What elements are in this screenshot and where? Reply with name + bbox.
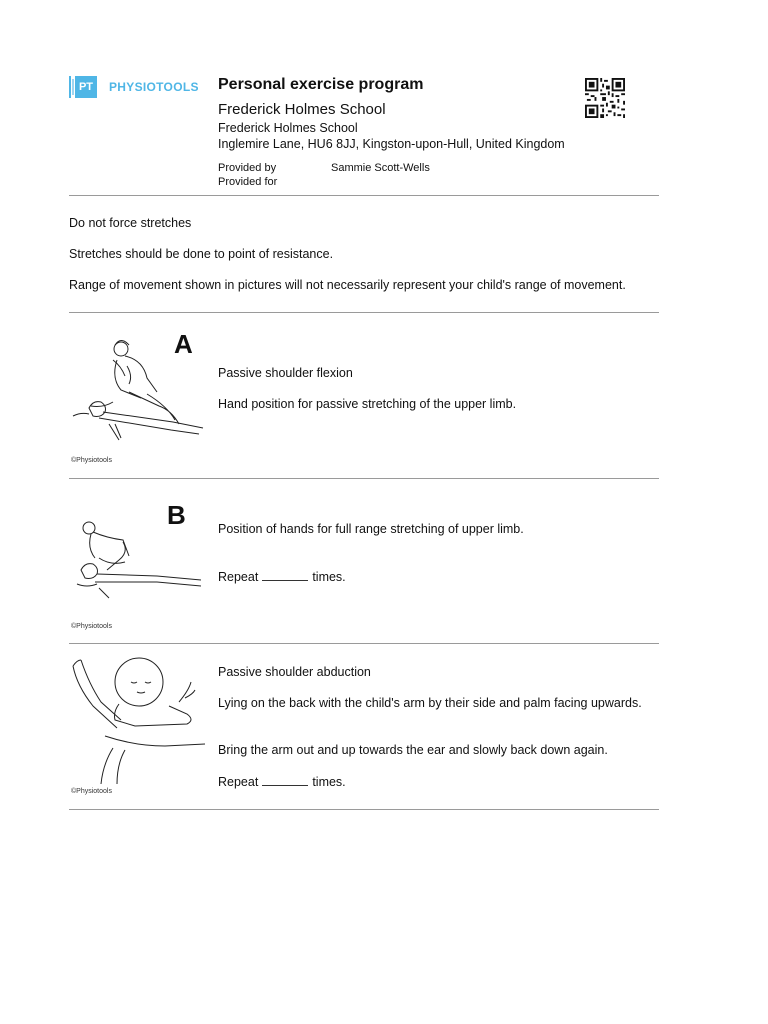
exercise-a-description: Hand position for passive stretching of the upper limb.: [218, 397, 517, 411]
exercise-c-illustration: [69, 652, 209, 788]
repeat-label: Repeat: [218, 570, 259, 584]
exercise-a-name: Passive shoulder flexion: [218, 366, 353, 380]
note-1: Do not force stretches: [69, 216, 192, 230]
provided-for-label: Provided for: [218, 176, 278, 188]
exercise-c-divider: [69, 809, 659, 810]
exercise-c-description-1: Lying on the back with the child's arm by their side and palm facing upwards.: [218, 696, 642, 710]
header-divider: [69, 195, 659, 196]
provided-by-value: Sammie Scott-Wells: [331, 162, 430, 174]
address-line-2: Inglemire Lane, HU6 8JJ, Kingston-upon-Hull, United Kingdom: [218, 137, 565, 151]
exercise-b-divider: [69, 643, 659, 644]
page-title: Personal exercise program: [218, 76, 424, 93]
repeat-label: Repeat: [218, 775, 259, 789]
exercise-c-repeat: [218, 774, 648, 790]
note-3: Range of movement shown in pictures will not necessarily represent your child's range of movement.: [69, 278, 626, 292]
physiotools-logo: [69, 72, 199, 102]
organization-name: Frederick Holmes School: [218, 101, 386, 118]
provided-by-label: Provided by: [218, 162, 277, 174]
physiotools-logo-icon: PT: [69, 74, 99, 100]
logo-text: PHYSIOTOOLS: [109, 80, 199, 94]
exercise-a-letter: A: [174, 329, 193, 359]
exercise-c-description-2: Bring the arm out and up towards the ear and slowly back down again.: [218, 743, 608, 757]
exercise-b-copyright: ©Physiotools: [71, 623, 112, 630]
exercise-c-name: Passive shoulder abduction: [218, 665, 371, 679]
qr-code-icon: [585, 77, 625, 119]
exercise-b-description: Position of hands for full range stretching of upper limb.: [218, 522, 524, 536]
exercise-b-repeat: [218, 569, 648, 585]
note-2: Stretches should be done to point of resistance.: [69, 247, 334, 261]
exercise-c-copyright: ©Physiotools: [71, 788, 112, 795]
exercise-b-letter: B: [167, 500, 186, 530]
times-label: times.: [312, 775, 346, 789]
notes-divider: [69, 312, 659, 313]
times-label: times.: [312, 570, 346, 584]
repeat-count-blank: [262, 774, 308, 786]
exercise-a-copyright: ©Physiotools: [71, 457, 112, 464]
exercise-a-divider: [69, 478, 659, 479]
address-line-1: Frederick Holmes School: [218, 121, 358, 135]
repeat-count-blank: [262, 569, 308, 581]
